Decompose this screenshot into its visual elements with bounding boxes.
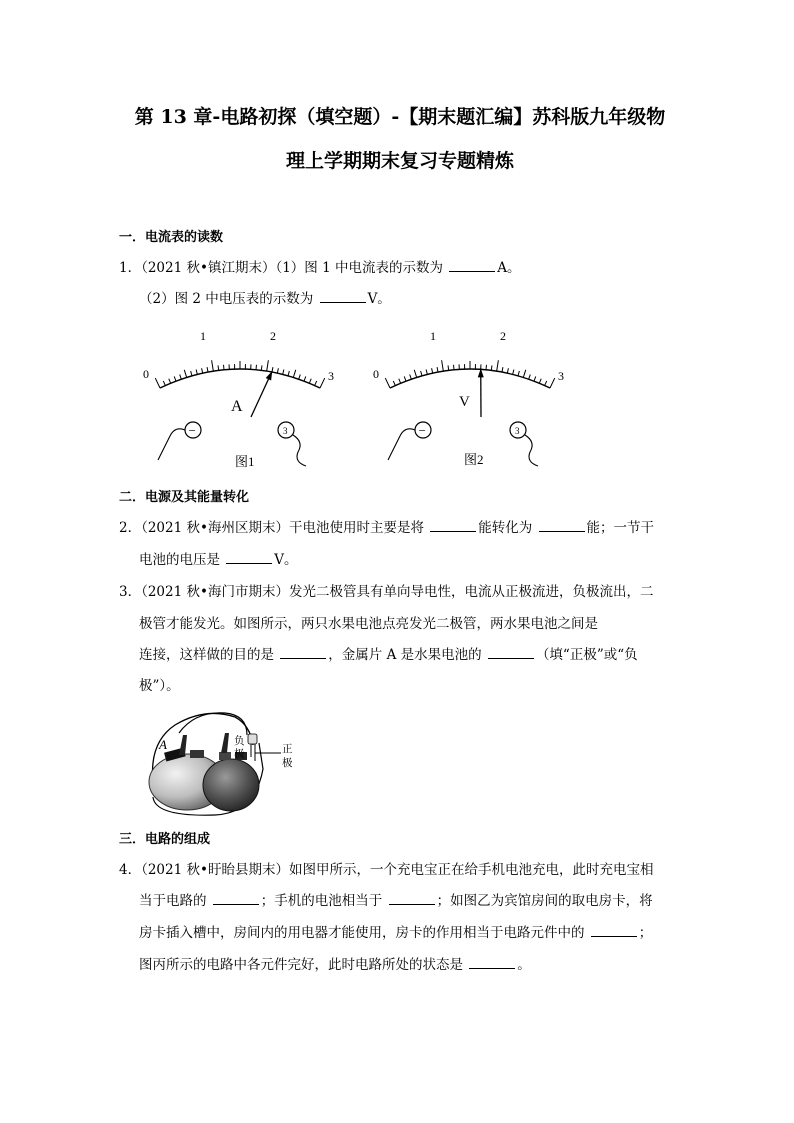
question-text: 图丙所示的电路中各元件完好，此时电路所处的状态是 xyxy=(139,957,463,973)
wire-top xyxy=(179,713,247,735)
question-4-line-2 xyxy=(139,891,653,911)
question-text: （2）图 2 中电压表的示数为 xyxy=(139,291,314,307)
question-text: 房卡插入槽中，房间内的用电器才能使用，房卡的作用相当于电路元件中的 xyxy=(139,925,585,941)
voltmeter-wire-left xyxy=(388,429,415,460)
voltmeter-negative-sign: − xyxy=(418,423,426,438)
voltmeter-tick xyxy=(410,374,412,379)
ammeter-tick xyxy=(169,379,171,384)
question-text: 能转化为 xyxy=(478,520,533,536)
voltmeter-tick xyxy=(523,370,525,378)
question-4-line-1: 4．（2021 秋•盱眙县期末）如图甲所示，一个充电宝正在给手机电池充电，此时充电宝相 xyxy=(119,862,654,878)
question-2-line-1 xyxy=(119,518,654,538)
ammeter-scale-arc xyxy=(160,369,320,388)
voltmeter-tick xyxy=(529,374,531,379)
label-positive-1: 正 xyxy=(282,744,293,755)
ammeter-tick xyxy=(304,376,306,381)
ammeter-tick xyxy=(218,365,219,370)
answer-blank[interactable] xyxy=(469,955,515,969)
ammeter-tick xyxy=(207,367,208,372)
label-a: A xyxy=(159,737,167,752)
answer-blank[interactable] xyxy=(449,258,495,272)
meter-figures xyxy=(130,322,570,472)
voltmeter-tick xyxy=(437,367,438,372)
voltmeter-wire-right xyxy=(525,435,538,466)
question-text: ； xyxy=(638,925,653,941)
voltmeter-tick xyxy=(393,381,395,386)
label-negative-2: 极 xyxy=(234,749,245,760)
voltmeter-tick xyxy=(502,367,503,372)
question-text: V。 xyxy=(274,552,298,568)
voltmeter-tick xyxy=(545,381,547,386)
question-text: 2．（2021 秋•海州区期末）干电池使用时主要是将 xyxy=(119,520,424,536)
voltmeter-tick xyxy=(550,378,555,388)
question-text: ；如图乙为宾馆房间的取电房卡，将 xyxy=(436,893,653,909)
ammeter-tick xyxy=(191,371,192,376)
ammeter-tick-label-0: 0 xyxy=(143,367,149,381)
answer-blank[interactable] xyxy=(226,550,272,564)
label-positive-2: 极 xyxy=(282,758,293,769)
question-text: V。 xyxy=(367,291,391,307)
led xyxy=(248,734,257,744)
voltmeter-tick xyxy=(414,370,416,378)
ammeter-tick xyxy=(267,360,269,371)
voltmeter-tick xyxy=(497,360,499,371)
question-text: 。 xyxy=(517,957,531,973)
section-heading-2: 二．电源及其能量转化 xyxy=(119,490,250,505)
section-heading-1: 一．电流表的读数 xyxy=(119,230,224,245)
voltmeter-tick xyxy=(491,365,492,370)
ammeter-tick xyxy=(212,360,214,371)
answer-blank[interactable] xyxy=(213,891,259,905)
voltmeter-figure xyxy=(373,329,564,467)
ammeter-ticks xyxy=(155,360,324,388)
answer-blank[interactable] xyxy=(389,891,435,905)
question-text: ；手机的电池相当于 xyxy=(260,893,383,909)
voltmeter-tick xyxy=(442,360,444,371)
voltmeter-letter: V xyxy=(459,394,470,410)
ammeter-needle-arrowhead xyxy=(266,371,272,380)
ammeter-tick xyxy=(320,378,325,388)
ammeter-wire-left xyxy=(158,429,185,460)
question-text: （填“正极”或“负 xyxy=(535,647,638,663)
page-title-line1: 第 13 章-电路初探（填空题）-【期末题汇编】苏科版九年级物 xyxy=(134,106,666,128)
voltmeter-tick xyxy=(399,379,401,384)
ammeter-tick xyxy=(283,370,284,375)
label-negative-1: 负 xyxy=(234,736,245,747)
clip-right xyxy=(221,733,229,753)
voltmeter-positive-label: 3 xyxy=(515,426,520,436)
answer-blank[interactable] xyxy=(591,923,637,937)
question-text: 当于电路的 xyxy=(139,893,207,909)
voltmeter-tick xyxy=(404,376,406,381)
question-3-line-1: 3．（2021 秋•海门市期末）发光二极管具有单向导电性，电流从正极流进，负极流出，二 xyxy=(119,584,654,600)
voltmeter-caption: 图2 xyxy=(464,452,484,467)
question-4-line-3 xyxy=(139,923,652,943)
question-1-part-2 xyxy=(139,289,391,309)
voltmeter-tick xyxy=(507,368,508,373)
ammeter-positive-label: 3 xyxy=(283,426,288,436)
ammeter-tick xyxy=(288,371,289,376)
answer-blank[interactable] xyxy=(280,645,326,659)
answer-blank[interactable] xyxy=(488,645,534,659)
answer-blank[interactable] xyxy=(430,518,476,532)
voltmeter-tick xyxy=(421,371,422,376)
voltmeter-tick xyxy=(513,370,514,375)
ammeter-tick xyxy=(180,374,182,379)
question-3-line-4: 极”）。 xyxy=(139,678,180,694)
section-heading-3: 三．电路的组成 xyxy=(119,832,211,847)
voltmeter-ticks xyxy=(385,360,554,388)
ammeter-tick-label-2: 2 xyxy=(270,329,276,343)
ammeter-tick xyxy=(196,370,197,375)
voltmeter-tick xyxy=(518,371,519,376)
ammeter-tick-label-3: 3 xyxy=(328,369,334,383)
fruit-battery-figure xyxy=(135,705,305,817)
voltmeter-tick xyxy=(534,376,536,381)
page-title-line2: 理上学期期末复习专题精炼 xyxy=(285,150,514,172)
ammeter-caption: 图1 xyxy=(235,454,255,469)
question-text: 连接，这样做的目的是 xyxy=(139,647,274,663)
question-text: 电池的电压是 xyxy=(139,552,220,568)
voltmeter-tick xyxy=(385,378,390,388)
question-1-part-1 xyxy=(119,258,521,278)
ammeter-tick xyxy=(299,374,301,379)
ammeter-tick xyxy=(293,370,295,378)
question-4-line-4 xyxy=(139,955,531,975)
question-3-line-2: 极管才能发光。如图所示，两只水果电池点亮发光二极管，两水果电池之间是 xyxy=(139,616,598,632)
ammeter-tick xyxy=(309,379,311,384)
question-text: A。 xyxy=(497,260,521,276)
clip-left xyxy=(179,735,187,755)
ammeter-tick xyxy=(261,365,262,370)
question-text: ，金属片 A 是水果电池的 xyxy=(328,647,482,663)
question-3-line-3 xyxy=(139,645,638,665)
ammeter-letter: A xyxy=(231,398,243,415)
ammeter-wire-right xyxy=(293,435,306,466)
ammeter-tick xyxy=(163,381,165,386)
voltmeter-tick xyxy=(432,368,433,373)
ammeter-tick-label-1: 1 xyxy=(200,329,206,343)
ammeter-figure xyxy=(143,329,334,469)
question-text: 1．（2021 秋•镇江期末）（1）图 1 中电流表的示数为 xyxy=(119,260,443,276)
voltmeter-tick-label-0: 0 xyxy=(373,367,379,381)
metal-plate-c xyxy=(219,752,231,760)
fruit-right xyxy=(203,759,259,811)
question-text: 能；一节干 xyxy=(586,520,655,536)
voltmeter-tick-label-1: 1 xyxy=(430,329,436,343)
voltmeter-tick xyxy=(448,365,449,370)
ammeter-tick xyxy=(315,381,317,386)
voltmeter-tick xyxy=(539,379,541,384)
ammeter-tick xyxy=(155,378,160,388)
voltmeter-tick xyxy=(426,370,427,375)
ammeter-tick xyxy=(184,370,186,378)
answer-blank[interactable] xyxy=(320,289,366,303)
ammeter-tick xyxy=(202,368,203,373)
answer-blank[interactable] xyxy=(539,518,585,532)
ammeter-tick xyxy=(174,376,176,381)
ammeter-tick xyxy=(277,368,278,373)
metal-plate-b xyxy=(190,750,204,758)
ammeter-negative-sign: − xyxy=(188,423,196,438)
voltmeter-tick-label-3: 3 xyxy=(558,369,564,383)
voltmeter-scale-arc xyxy=(390,369,550,388)
voltmeter-tick-label-2: 2 xyxy=(500,329,506,343)
question-2-line-2 xyxy=(139,550,298,570)
